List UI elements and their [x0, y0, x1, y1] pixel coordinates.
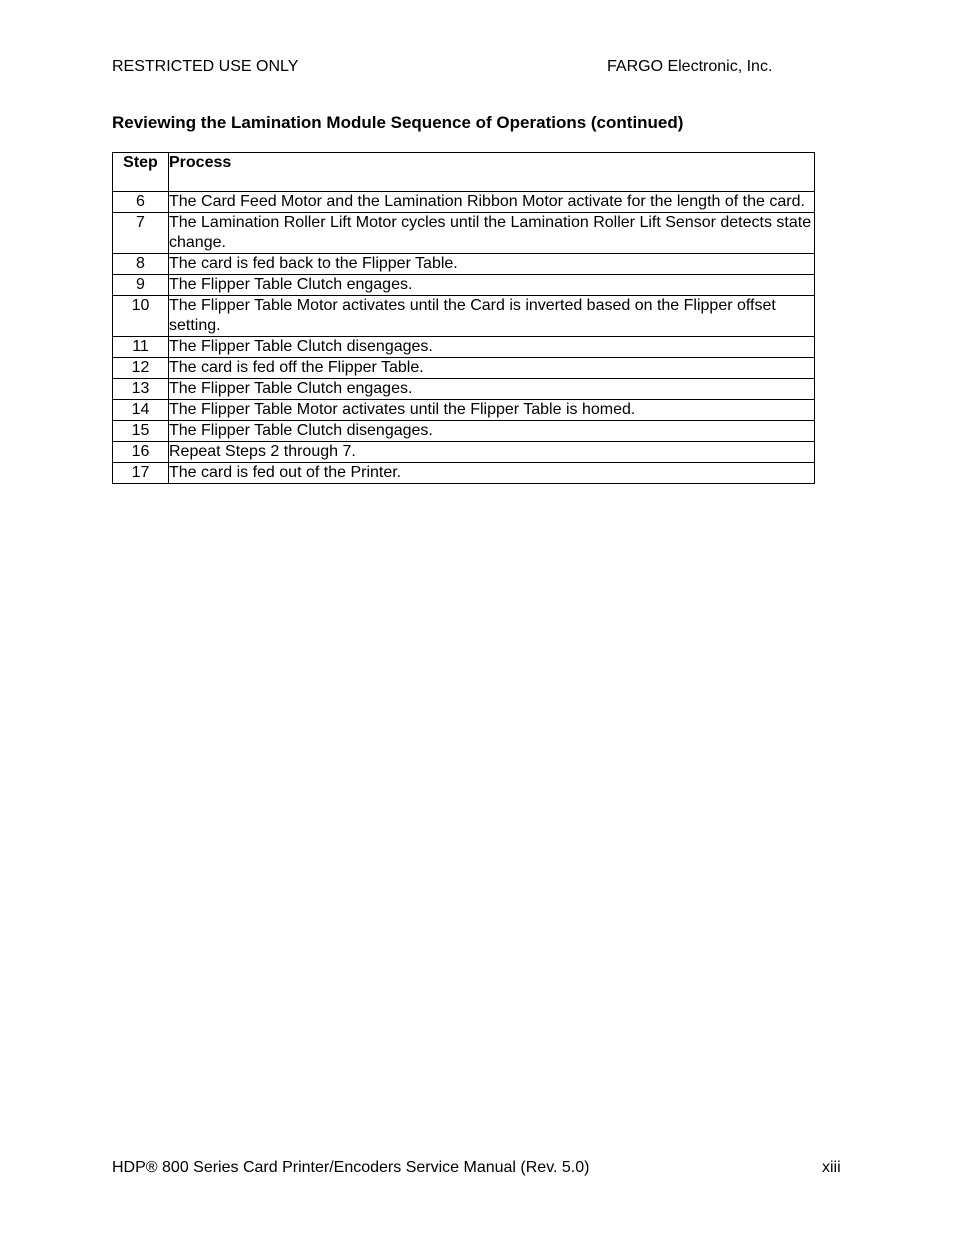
header-company-name: FARGO Electronic, Inc.: [607, 58, 773, 75]
sequence-table: [112, 152, 815, 484]
table-row: [113, 442, 815, 463]
process-text: Repeat Steps 2 through 7.: [169, 442, 815, 463]
table-row: [113, 358, 815, 379]
process-text: The Card Feed Motor and the Lamination Ribbon Motor activate for the length of the card.: [169, 192, 815, 213]
step-number: 11: [113, 337, 169, 358]
step-number: 9: [113, 275, 169, 296]
step-number: 16: [113, 442, 169, 463]
step-number: 13: [113, 379, 169, 400]
footer-page-number: xiii: [822, 1159, 841, 1176]
step-number: 7: [113, 213, 169, 254]
footer-manual-title: HDP® 800 Series Card Printer/Encoders Service Manual (Rev. 5.0): [112, 1159, 590, 1176]
process-text: The Flipper Table Clutch disengages.: [169, 421, 815, 442]
step-number: 10: [113, 296, 169, 337]
process-text: The Flipper Table Motor activates until the Card is inverted based on the Flipper offset setting.: [169, 296, 815, 337]
step-number: 8: [113, 254, 169, 275]
table-row: [113, 379, 815, 400]
step-number: 15: [113, 421, 169, 442]
table-row: [113, 400, 815, 421]
table-row: [113, 192, 815, 213]
process-text: The card is fed out of the Printer.: [169, 463, 815, 484]
step-number: 14: [113, 400, 169, 421]
table-row: [113, 296, 815, 337]
table-row: [113, 337, 815, 358]
process-text: The Flipper Table Clutch engages.: [169, 275, 815, 296]
process-text: The card is fed back to the Flipper Table.: [169, 254, 815, 275]
column-header-process: Process: [169, 153, 815, 192]
process-text: The Flipper Table Clutch engages.: [169, 379, 815, 400]
column-header-step: Step: [113, 153, 169, 192]
step-number: 17: [113, 463, 169, 484]
table-body: [113, 192, 815, 484]
process-text: The Flipper Table Clutch disengages.: [169, 337, 815, 358]
process-text: The Lamination Roller Lift Motor cycles until the Lamination Roller Lift Sensor detects state change.: [169, 213, 815, 254]
section-title: Reviewing the Lamination Module Sequence of Operations (continued): [112, 113, 684, 132]
table-row: [113, 213, 815, 254]
table-row: [113, 421, 815, 442]
table-row: [113, 463, 815, 484]
table-row: [113, 254, 815, 275]
step-number: 6: [113, 192, 169, 213]
table-row: [113, 275, 815, 296]
table-header-row: [113, 153, 815, 192]
header-restricted-notice: RESTRICTED USE ONLY: [112, 58, 299, 75]
process-text: The Flipper Table Motor activates until the Flipper Table is homed.: [169, 400, 815, 421]
step-number: 12: [113, 358, 169, 379]
process-text: The card is fed off the Flipper Table.: [169, 358, 815, 379]
